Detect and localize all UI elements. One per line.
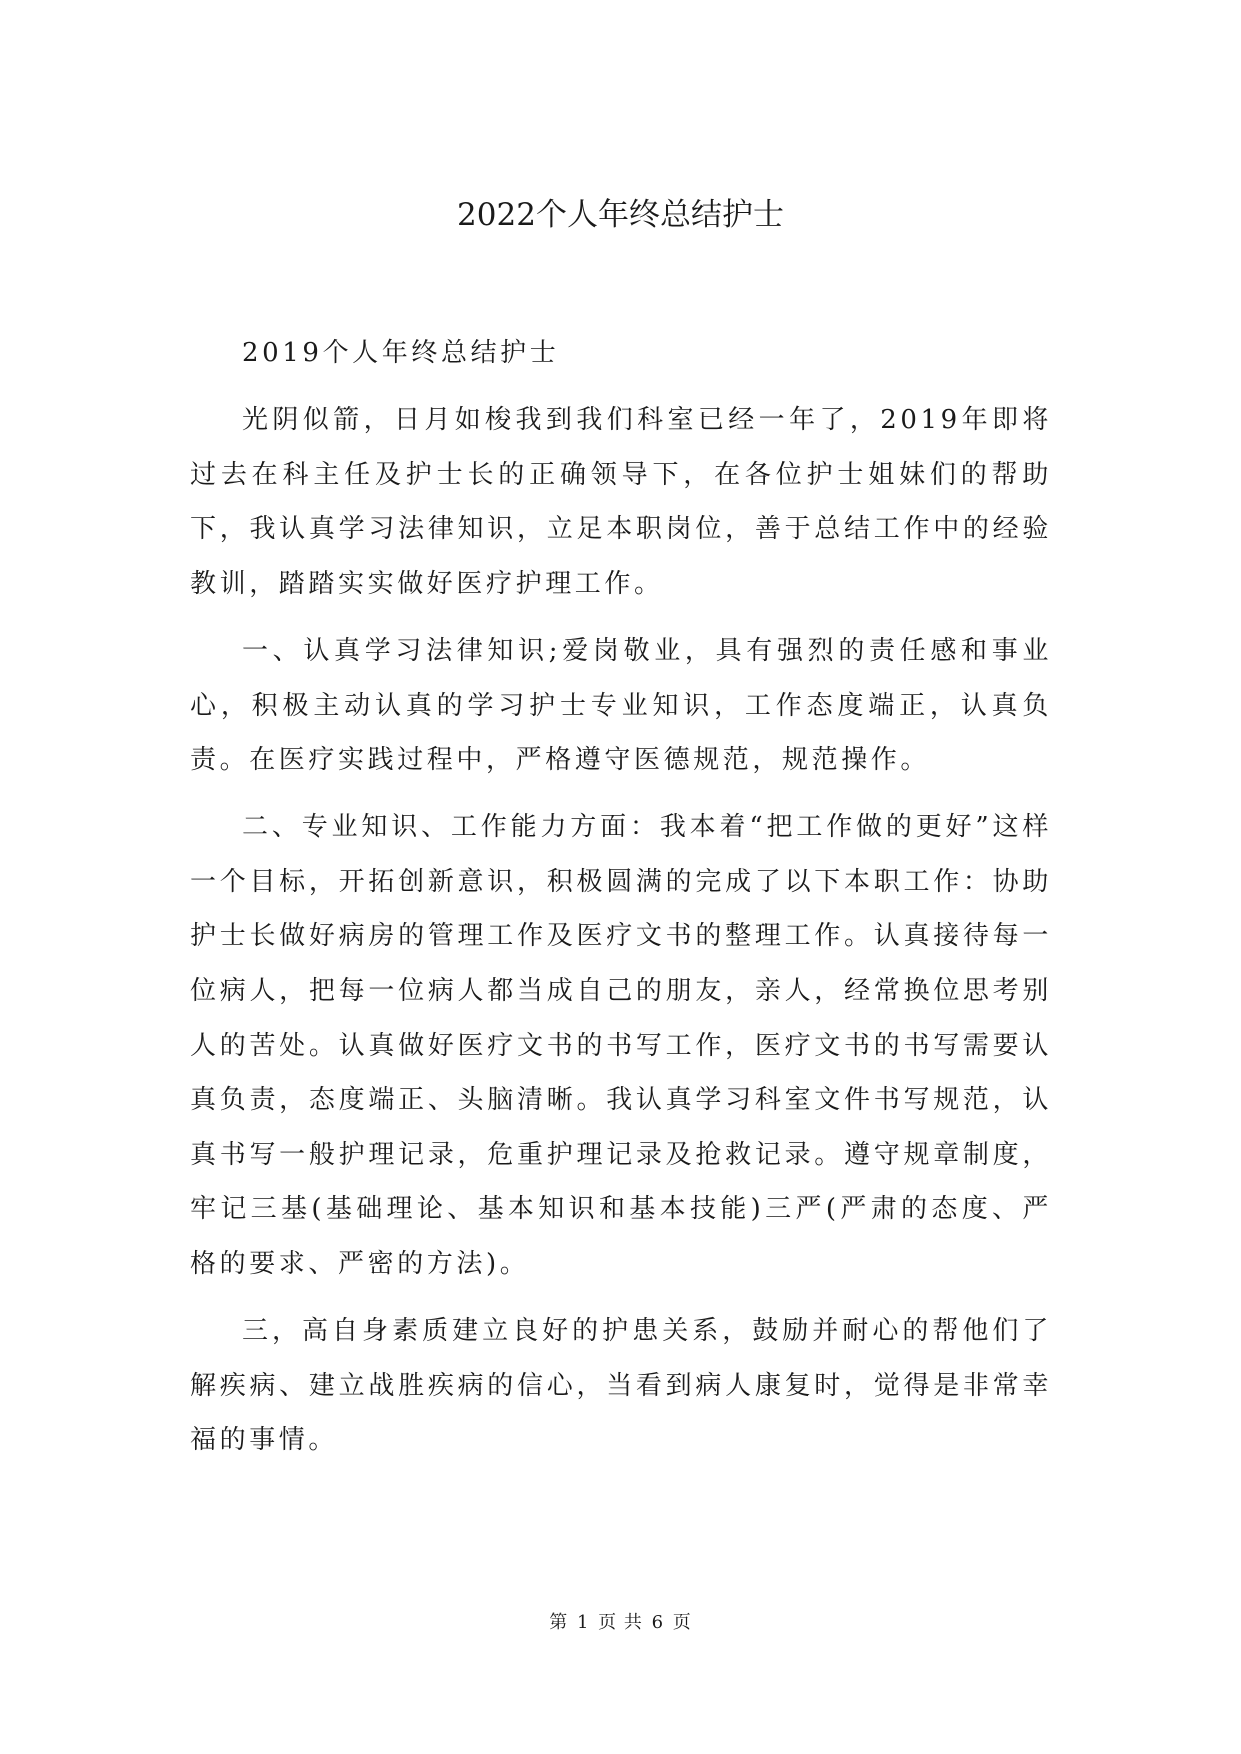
footer-total-pages: 6 bbox=[651, 1612, 665, 1633]
paragraph-subtitle: 2019个人年终总结护士 bbox=[242, 338, 560, 368]
paragraph-section-1: 一、认真学习法律知识;爱岗敬业，具有强烈的责任感和事业心，积极主动认真的学习护士专业知识，工作态度端正，认真负责。在医疗实践过程中，严格遵守医德规范，规范操作。 bbox=[190, 635, 1052, 776]
footer-current-page: 1 bbox=[576, 1612, 590, 1633]
footer-middle: 页 共 bbox=[598, 1612, 643, 1633]
paragraph-section-3: 三，高自身素质建立良好的护患关系，鼓励并耐心的帮他们了解疾病、建立战胜疾病的信心，当看到病人康复时，觉得是非常幸福的事情。 bbox=[190, 1316, 1052, 1456]
document-title: 2022个人年终总结护士 bbox=[457, 197, 784, 233]
page-footer bbox=[0, 1610, 1241, 1636]
footer-prefix: 第 bbox=[549, 1612, 569, 1633]
document-body bbox=[190, 326, 1052, 1480]
paragraph-intro: 光阴似箭，日月如梭我到我们科室已经一年了，2019年即将过去在科主任及护士长的正确领导下，在各位护士姐妹们的帮助下，我认真学习法律知识，立足本职岗位，善于总结工作中的经验教训，踏踏实实做好医疗护理工作。 bbox=[190, 405, 1052, 599]
paragraph-section-2: 二、专业知识、工作能力方面：我本着“把工作做的更好”这样一个目标，开拓创新意识，积极圆满的完成了以下本职工作：协助护士长做好病房的管理工作及医疗文书的整理工作。认真接待每一位病人，把每一位病人都当成自己的朋友，亲人，经常换位思考别人的苦处。认真做好医疗文书的书写工作，医疗文书的书写需要认真负责，态度端正、头脑清晰。我认真学习科室文件书写规范，认真书写一般护理记录，危重护理记录及抢救记录。遵守规章制度，牢记三基(基础理论、基本知识和基本技能)三严(严肃的态度、严格的要求、严密的方法)。 bbox=[190, 812, 1052, 1279]
footer-suffix: 页 bbox=[672, 1612, 692, 1633]
